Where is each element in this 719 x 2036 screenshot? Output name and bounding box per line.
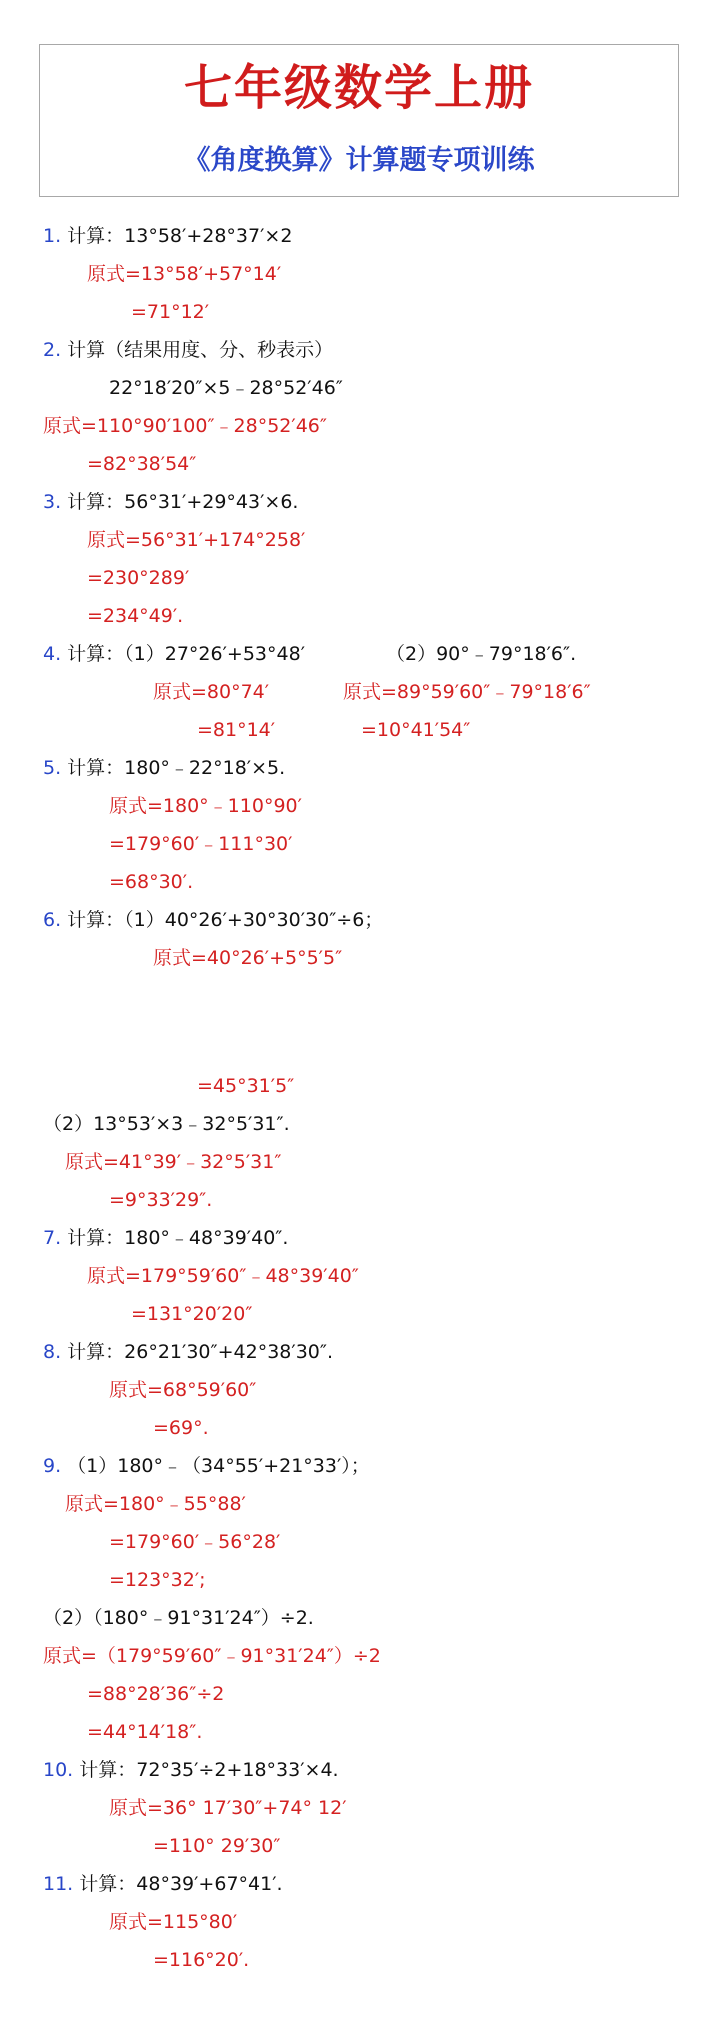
- line-text: =179°60′﹣56°28′: [109, 1531, 281, 1553]
- line-text: 计算：48°39′+67°41′.: [79, 1873, 283, 1895]
- solution-line: [109, 1186, 212, 1214]
- solution-line: [153, 678, 269, 706]
- line-text: 计算：72°35′÷2+18°33′×4.: [79, 1759, 339, 1781]
- line-text: =71°12′: [131, 301, 210, 323]
- line-text: =82°38′54″: [87, 453, 197, 475]
- problem-number: 3.: [43, 491, 68, 513]
- problem-line: [43, 754, 285, 782]
- line-text: 原式=110°90′100″﹣28°52′46″: [43, 415, 327, 437]
- line-text: （2）90°﹣79°18′6″.: [386, 643, 577, 665]
- page-subtitle: 《角度换算》计算题专项训练: [183, 145, 535, 176]
- line-text: =230°289′: [87, 567, 190, 589]
- problem-line: [43, 1110, 290, 1138]
- solution-line: [131, 298, 209, 326]
- solution-line: [361, 716, 470, 744]
- problem-line: [43, 1870, 283, 1898]
- solution-line: [343, 678, 591, 706]
- line-text: 计算：56°31′+29°43′×6.: [67, 491, 299, 513]
- problem-line: [43, 1224, 288, 1252]
- solution-line: [109, 868, 193, 896]
- solution-line: [87, 450, 196, 478]
- line-text: 原式=180°﹣110°90′: [109, 795, 302, 817]
- line-text: 计算：180°﹣48°39′40″.: [67, 1227, 289, 1249]
- solution-line: [197, 716, 275, 744]
- line-text: （2）13°53′×3﹣32°5′31″.: [43, 1113, 290, 1135]
- line-text: 原式=36° 17′30″+74° 12′: [109, 1797, 347, 1819]
- solution-line: [153, 944, 342, 972]
- solution-line: [109, 1566, 206, 1594]
- solution-line: [109, 1376, 256, 1404]
- solution-line: [109, 1528, 280, 1556]
- solution-line: [87, 602, 183, 630]
- solution-line: [109, 830, 292, 858]
- solution-line: [109, 792, 302, 820]
- solution-line: [109, 1908, 237, 1936]
- header-box: [39, 44, 679, 197]
- line-text: 原式=115°80′: [109, 1911, 238, 1933]
- line-text: =123°32′;: [109, 1569, 206, 1591]
- problem-number: 8.: [43, 1341, 68, 1363]
- line-text: =69°.: [153, 1417, 209, 1439]
- line-text: 原式=41°39′﹣32°5′31″: [65, 1151, 282, 1173]
- solution-line: [87, 564, 189, 592]
- line-text: =45°31′5″: [197, 1075, 295, 1097]
- line-text: =179°60′﹣111°30′: [109, 833, 293, 855]
- line-text: 原式=80°74′: [153, 681, 270, 703]
- problem-line: [43, 336, 333, 364]
- line-text: =88°28′36″÷2: [87, 1683, 225, 1705]
- problem-number: 2.: [43, 339, 68, 361]
- line-text: 原式=56°31′+174°258′: [87, 529, 306, 551]
- line-text: 原式=40°26′+5°5′5″: [153, 947, 343, 969]
- line-text: =110° 29′30″: [153, 1835, 281, 1857]
- problem-number: 11.: [43, 1873, 80, 1895]
- line-text: 计算：180°﹣22°18′×5.: [67, 757, 286, 779]
- problem-line: [43, 488, 298, 516]
- solution-line: [153, 1832, 281, 1860]
- line-text: =81°14′: [197, 719, 276, 741]
- solution-line: [65, 1148, 281, 1176]
- problem-number: 7.: [43, 1227, 68, 1249]
- line-text: 原式=13°58′+57°14′: [87, 263, 282, 285]
- line-text: 原式=89°59′60″﹣79°18′6″: [343, 681, 591, 703]
- line-text: =44°14′18″.: [87, 1721, 203, 1743]
- page-title: 七年级数学上册: [183, 60, 534, 116]
- problem-line: [43, 1338, 333, 1366]
- line-text: 计算：（1）40°26′+30°30′30″÷6；: [67, 909, 384, 931]
- line-text: =9°33′29″.: [109, 1189, 213, 1211]
- problem-line: [386, 640, 576, 668]
- line-text: =10°41′54″: [361, 719, 471, 741]
- solution-line: [197, 1072, 294, 1100]
- problem-line: [109, 374, 343, 402]
- line-text: 原式=68°59′60″: [109, 1379, 257, 1401]
- line-text: =234°49′.: [87, 605, 184, 627]
- line-text: 原式=179°59′60″﹣48°39′40″: [87, 1265, 359, 1287]
- problem-line: [43, 1452, 370, 1480]
- solution-line: [87, 1680, 224, 1708]
- problem-number: 9.: [43, 1455, 68, 1477]
- solution-line: [153, 1946, 249, 1974]
- problem-line: [43, 906, 383, 934]
- solution-line: [65, 1490, 246, 1518]
- problem-number: 4.: [43, 643, 68, 665]
- solution-line: [43, 412, 327, 440]
- solution-line: [87, 526, 305, 554]
- solution-line: [109, 1794, 347, 1822]
- line-text: =68°30′.: [109, 871, 194, 893]
- solution-line: [87, 1262, 359, 1290]
- line-text: 计算（结果用度、分、秒表示）: [67, 339, 334, 361]
- line-text: （1）180°﹣（34°55′+21°33′）；: [67, 1455, 370, 1477]
- line-text: 22°18′20″×5﹣28°52′46″: [109, 377, 343, 399]
- solution-line: [87, 1718, 202, 1746]
- line-text: =116°20′.: [153, 1949, 250, 1971]
- solution-line: [131, 1300, 252, 1328]
- line-text: 原式=（179°59′60″﹣91°31′24″）÷2: [43, 1645, 381, 1667]
- line-text: 计算：26°21′30″+42°38′30″.: [67, 1341, 334, 1363]
- line-text: =131°20′20″: [131, 1303, 253, 1325]
- problem-number: 1.: [43, 225, 68, 247]
- problem-line: [43, 1756, 339, 1784]
- solution-line: [43, 1642, 381, 1670]
- solution-line: [153, 1414, 209, 1442]
- line-text: 计算：13°58′+28°37′×2: [67, 225, 293, 247]
- line-text: 原式=180°﹣55°88′: [65, 1493, 246, 1515]
- solution-line: [87, 260, 281, 288]
- problem-number: 6.: [43, 909, 68, 931]
- problem-number: 5.: [43, 757, 68, 779]
- problem-line: [43, 222, 292, 250]
- problem-line: [43, 640, 305, 668]
- problem-number: 10.: [43, 1759, 80, 1781]
- line-text: （2）（180°﹣91°31′24″）÷2.: [43, 1607, 314, 1629]
- problem-line: [43, 1604, 314, 1632]
- line-text: 计算：（1）27°26′+53°48′: [67, 643, 306, 665]
